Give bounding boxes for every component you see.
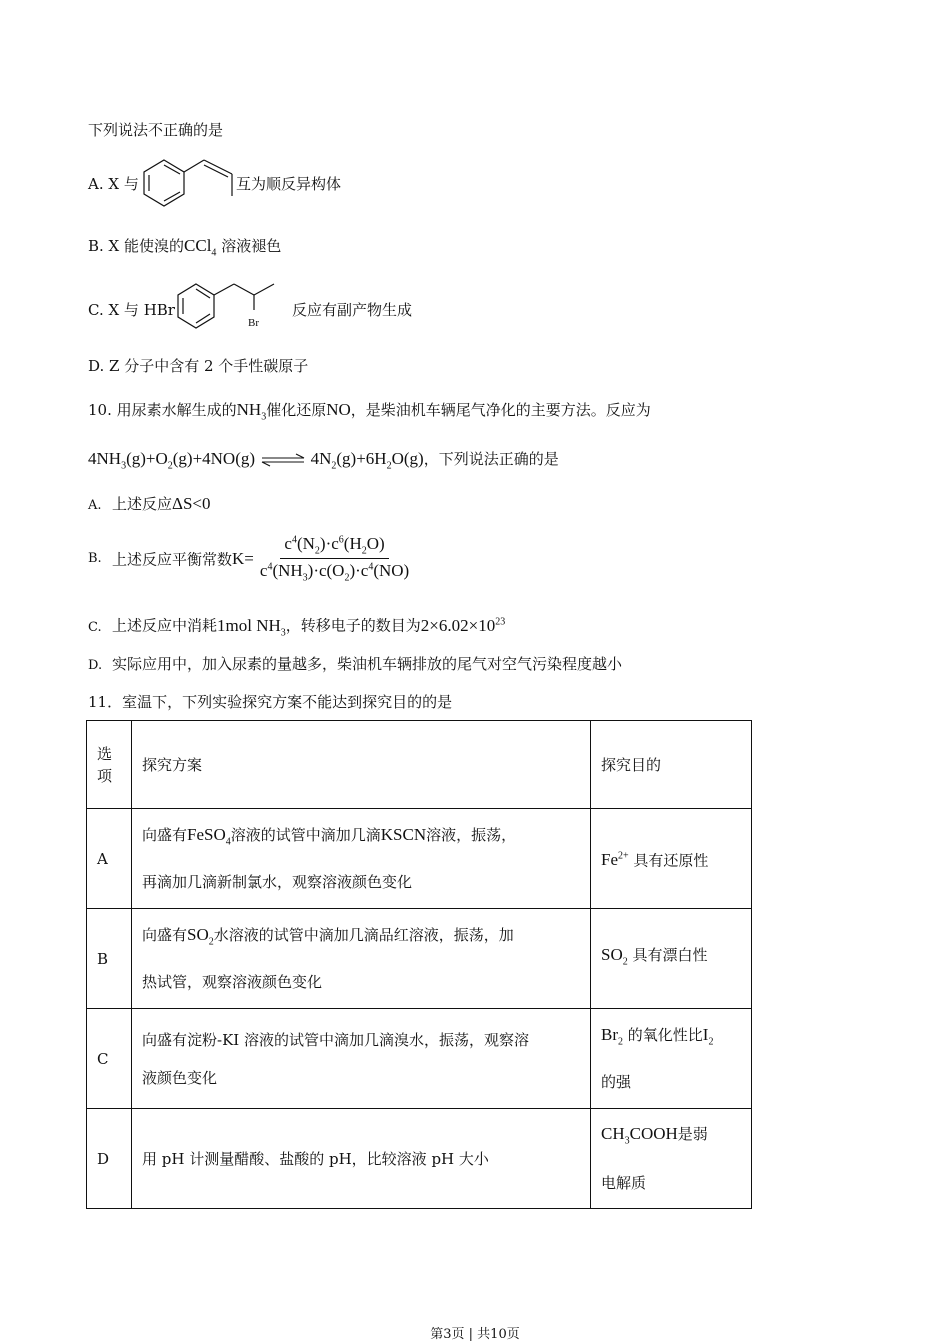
kscn-formula: KSCN	[380, 824, 427, 844]
q10-b-text: 上述反应平衡常数	[112, 550, 233, 569]
header-option-text: 选项	[97, 744, 113, 785]
row-a-option: A	[87, 809, 132, 909]
q9-c-prefix: C. X 与 HBr	[88, 301, 175, 319]
fraction-denominator	[256, 559, 413, 583]
row-c-plan-line2: 液颜色变化	[142, 1068, 218, 1087]
den-4-sup: 4	[368, 561, 374, 573]
row-a-purpose-text: 具有还原性	[633, 851, 709, 870]
q10-stem	[88, 400, 651, 427]
eq-rhs-1-sub: 2	[331, 460, 337, 472]
experiment-table	[86, 720, 752, 1209]
i2-text: I	[702, 1024, 709, 1044]
row-b-purpose	[591, 909, 752, 1009]
eq-lhs-2-sub: 2	[167, 460, 173, 472]
q10-option-d	[88, 654, 622, 676]
table-row	[87, 1009, 752, 1109]
header-plan: 探究方案	[132, 721, 591, 809]
ccl-text: CCl	[184, 236, 212, 255]
eq-rhs-1: 4N	[310, 449, 332, 468]
row-b-s1: 向盛有	[142, 925, 188, 944]
table-row	[87, 1109, 752, 1209]
equilibrium-constant-fraction	[256, 534, 413, 584]
so2-purpose-text: SO	[601, 944, 623, 964]
eq-lhs-1: 4NH	[88, 449, 122, 468]
q10-stem-part2: 催化还原	[266, 401, 327, 419]
table-row	[87, 809, 752, 909]
q9-a-prefix: A. X 与	[88, 175, 139, 193]
q9-a-suffix: 互为顺反异构体	[236, 175, 342, 193]
br-label: Br	[248, 317, 259, 329]
q9-b-suffix: 溶液褪色	[221, 237, 282, 255]
q10-a-text: 上述反应	[112, 495, 173, 513]
row-d-purpose-line2: 电解质	[601, 1174, 647, 1193]
fe-text: Fe	[601, 850, 618, 870]
so2-purpose-formula	[601, 944, 628, 968]
fe2-ion	[601, 850, 629, 869]
br2-formula	[601, 1024, 623, 1048]
electron-number	[421, 616, 505, 635]
row-a-s3: 溶液，振荡，	[426, 825, 517, 844]
row-a-purpose	[591, 809, 752, 909]
equation-lhs	[88, 449, 256, 472]
q10-b-label: B.	[88, 551, 102, 567]
den-4: )·c	[349, 561, 369, 581]
eq-lhs-1-sub: 3	[121, 460, 127, 472]
num-1-sup: 4	[291, 534, 297, 546]
mol-amount	[217, 615, 286, 639]
equation-rhs	[310, 449, 424, 472]
num-4: (H	[343, 534, 362, 553]
q10-d-text: 实际应用中，加入尿素的量越多，柴油机车辆排放的尾气对空气污染程度越小	[112, 655, 623, 673]
table-row	[87, 909, 752, 1009]
delta-s-expression: ΔS<0	[172, 494, 211, 513]
q10-option-b	[88, 534, 413, 584]
q10-option-a	[88, 494, 211, 516]
so2-formula	[187, 924, 214, 948]
fraction-numerator	[280, 534, 388, 559]
i2-formula	[702, 1024, 714, 1048]
br2-sub: 2	[618, 1036, 623, 1048]
cooh-text: COOH	[629, 1123, 678, 1143]
styrene-structure	[136, 148, 236, 214]
q9-stem: 下列说法不正确的是	[88, 121, 224, 139]
eq-rhs-2-sub: 2	[386, 460, 392, 472]
row-d-option: D	[87, 1109, 132, 1209]
ccl-subscript: 4	[211, 247, 217, 259]
ch3-text: CH	[601, 1123, 625, 1143]
row-b-option: B	[87, 909, 132, 1009]
eq-lhs-2: (g)+O	[126, 449, 168, 468]
nh3-formula	[236, 400, 267, 423]
den-3-sub: 2	[344, 572, 350, 584]
electron-number-sup: 23	[495, 616, 506, 627]
row-d-plan: 用 pH 计测量醋酸、盐酸的 pH，比较溶液 pH 大小	[132, 1109, 591, 1209]
num-2: (N	[296, 534, 315, 553]
row-c-purpose	[591, 1009, 752, 1109]
den-1-sup: 4	[267, 561, 273, 573]
header-purpose: 探究目的	[591, 721, 752, 809]
ch3-sub: 3	[624, 1135, 630, 1147]
k-symbol: K=	[232, 548, 254, 568]
page-footer: 第3页 | 共10页	[430, 1327, 520, 1342]
electron-number-text: 2×6.02×10	[420, 615, 496, 635]
row-b-plan-line2: 热试管，观察溶液颜色变化	[142, 973, 323, 992]
den-3: )·c(O	[307, 561, 345, 581]
row-b-purpose-text: 具有漂白性	[632, 945, 708, 964]
eq-rhs-3: O(g)	[391, 449, 424, 468]
i2-sub: 2	[708, 1036, 714, 1048]
mol-amount-sub: 3	[280, 627, 286, 639]
nh-subscript: 3	[261, 411, 267, 423]
row-b-plan	[132, 909, 591, 1009]
q11-stem: 11．室温下，下列实验探究方案不能达到探究目的的是	[88, 693, 453, 711]
den-2: (NH	[272, 561, 303, 581]
mol-amount-text: 1mol NH	[217, 615, 281, 635]
row-a-plan	[132, 809, 591, 909]
den-1: c	[259, 561, 268, 581]
row-c-plan	[132, 1009, 591, 1109]
den-2-sub: 3	[302, 572, 308, 584]
num-2-sub: 2	[314, 545, 320, 557]
row-a-s2: 溶液的试管中滴加几滴	[230, 825, 381, 844]
row-c-plan-line1: 向盛有淀粉-KI 溶液的试管中滴加几滴溴水，振荡，观察溶	[142, 1030, 529, 1049]
den-5: (NO)	[373, 561, 410, 581]
num-3-sup: 6	[338, 534, 344, 546]
q10-a-label: A.	[88, 498, 102, 513]
q10-equation	[88, 449, 559, 476]
q10-c-text2: ，转移电子的数目为	[285, 616, 421, 635]
q10-c-label: C.	[88, 619, 102, 635]
fe-charge: 2+	[618, 850, 629, 862]
so2-purpose-sub: 2	[622, 956, 628, 968]
q10-option-c	[88, 612, 505, 643]
nh-text: NH	[236, 400, 262, 419]
q9-option-a	[88, 174, 139, 194]
row-d-purpose	[591, 1109, 752, 1209]
num-5: O)	[366, 534, 385, 553]
equilibrium-arrow-icon	[260, 453, 306, 467]
q9-option-b	[88, 236, 281, 263]
eq-rhs-2: (g)+6H	[336, 449, 387, 468]
q10-stem-part1: 10. 用尿素水解生成的	[88, 401, 237, 419]
feso4-text: FeSO	[187, 824, 226, 844]
row-b-s2: 水溶液的试管中滴加几滴品红溶液，振荡，加	[213, 925, 514, 944]
feso4-sub: 4	[225, 836, 231, 848]
row-c-option: C	[87, 1009, 132, 1109]
table-header-row	[87, 721, 752, 809]
q10-c-text1: 上述反应中消耗	[112, 616, 218, 635]
bromo-propylbenzene-structure	[170, 278, 290, 334]
so2-text: SO	[187, 924, 209, 944]
header-option	[87, 721, 132, 809]
row-a-s1: 向盛有	[142, 825, 188, 844]
q9-c-suffix: 反应有副产物生成	[292, 301, 413, 319]
row-c-purpose-line1	[601, 1015, 741, 1062]
row-c-purpose-text: 的氧化性比	[627, 1025, 703, 1044]
row-a-plan-line2: 再滴加几滴新制氯水，观察溶液颜色变化	[142, 873, 413, 892]
row-d-purpose-text: 是弱	[677, 1124, 708, 1143]
q10-stem-part3: ，是柴油机车辆尾气净化的主要方法。反应为	[350, 401, 651, 419]
feso4-formula	[187, 824, 231, 848]
row-a-plan-line1	[142, 815, 580, 862]
q10-d-label: D.	[88, 658, 103, 673]
row-c-purpose-line2: 的强	[601, 1073, 632, 1092]
ccl4-formula	[184, 236, 217, 259]
num-3: )·c	[319, 534, 339, 553]
acetic-acid-formula	[601, 1123, 678, 1147]
so2-sub: 2	[208, 936, 214, 948]
br2-text: Br	[601, 1024, 618, 1044]
q9-option-c	[88, 300, 175, 320]
row-b-plan-line1	[142, 915, 580, 962]
eq-lhs-3: (g)+4NO(g)	[172, 449, 256, 468]
q9-option-d: D. Z 分子中含有 2 个手性碳原子	[88, 357, 309, 375]
equation-suffix: ，下列说法正确的是	[423, 450, 559, 468]
no-formula: NO	[326, 400, 351, 419]
num-4-sub: 2	[361, 545, 367, 557]
num-1: c	[284, 534, 292, 553]
q9-b-prefix: B. X 能使溴的	[88, 237, 185, 255]
row-d-purpose-line1	[601, 1113, 741, 1162]
